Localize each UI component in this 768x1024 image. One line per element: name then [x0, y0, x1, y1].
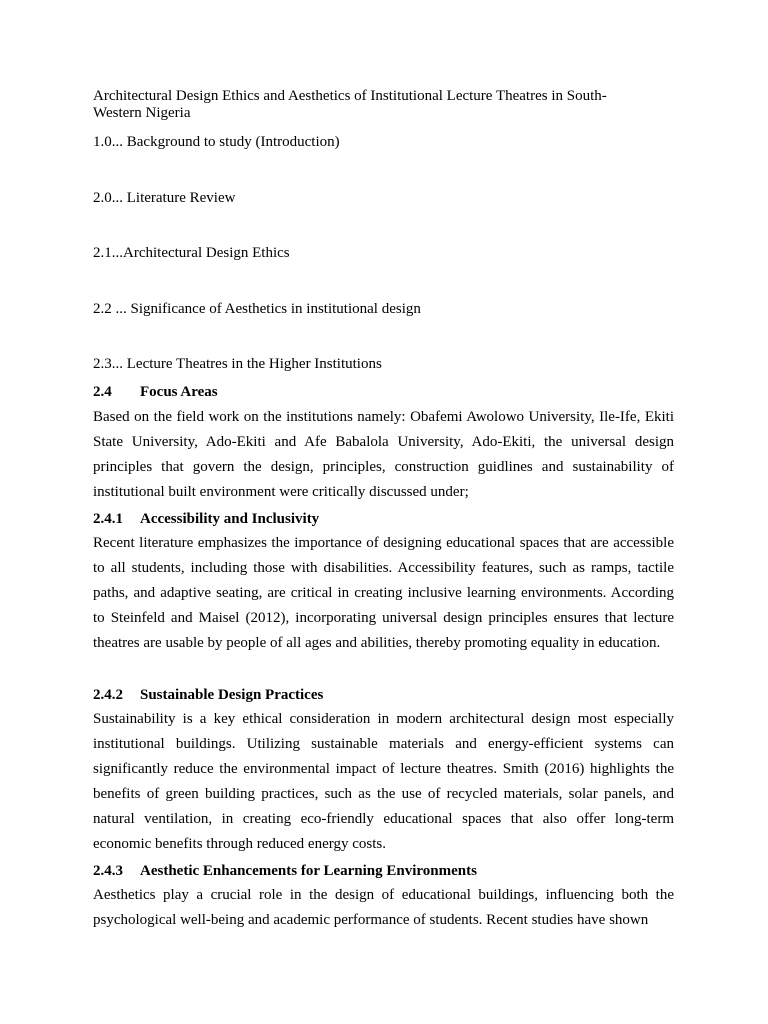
section-title: Focus Areas	[140, 384, 218, 400]
section-body-aesthetic-enhancements: Aesthetics play a crucial role in the design of educational buildings, influencing both the psychological well-being and academic performance of students. Recent studies have shown	[93, 887, 674, 929]
section-heading-focus-areas	[93, 383, 218, 401]
toc-item-background: 1.0... Background to study (Introduction)	[93, 134, 340, 150]
section-body-accessibility: Recent literature emphasizes the importance of designing educational spaces that are accessible to all students, including those with disabilities. Accessibility features, such as ramps, tactile paths, and adaptive seating, are critical in creating inclusive learning environments. According to Steinfeld and Maisel (2012), incorporating universal design principles ensures that lecture theatres are usable by people of all ages and abilities, thereby promoting equality in education.	[93, 535, 674, 652]
section-number: 2.4.3	[93, 863, 123, 879]
section-heading-aesthetic-enhancements	[93, 862, 477, 880]
toc-item-lecture-theatres: 2.3... Lecture Theatres in the Higher Institutions	[93, 356, 382, 372]
document-title: Architectural Design Ethics and Aesthetics of Institutional Lecture Theatres in South-Western Nigeria	[93, 88, 607, 121]
toc-item-literature-review: 2.0... Literature Review	[93, 190, 236, 206]
section-title: Accessibility and Inclusivity	[140, 511, 320, 527]
section-body-sustainable-design: Sustainability is a key ethical consideration in modern architectural design most especially institutional buildings. Utilizing sustainable materials and energy-efficient systems can significantly reduce the environmental impact of lecture theatres. Smith (2016) highlights the benefits of green building practices, such as the use of recycled materials, solar panels, and natural ventilation, in creating eco-friendly educational spaces that also offer long-term economic benefits through reduced energy costs.	[93, 711, 674, 853]
toc-item-design-ethics: 2.1...Architectural Design Ethics	[93, 245, 290, 261]
section-number: 2.4.1	[93, 511, 123, 527]
section-number: 2.4	[93, 384, 112, 400]
section-title: Aesthetic Enhancements for Learning Environments	[140, 863, 477, 879]
section-title: Sustainable Design Practices	[140, 687, 324, 703]
section-body-focus-areas: Based on the field work on the institutions namely: Obafemi Awolowo University, Ile-Ife, Ekiti State University, Ado-Ekiti and Afe Babalola University, Ado-Ekiti, the universal design principles that govern the design, principles, construction guidlines and sustainability of institutional built environment were critically discussed under;	[93, 409, 674, 501]
section-heading-accessibility	[93, 510, 319, 528]
toc-item-aesthetics-significance: 2.2 ... Significance of Aesthetics in institutional design	[93, 301, 421, 317]
section-number: 2.4.2	[93, 687, 123, 703]
section-heading-sustainable-design	[93, 686, 323, 704]
